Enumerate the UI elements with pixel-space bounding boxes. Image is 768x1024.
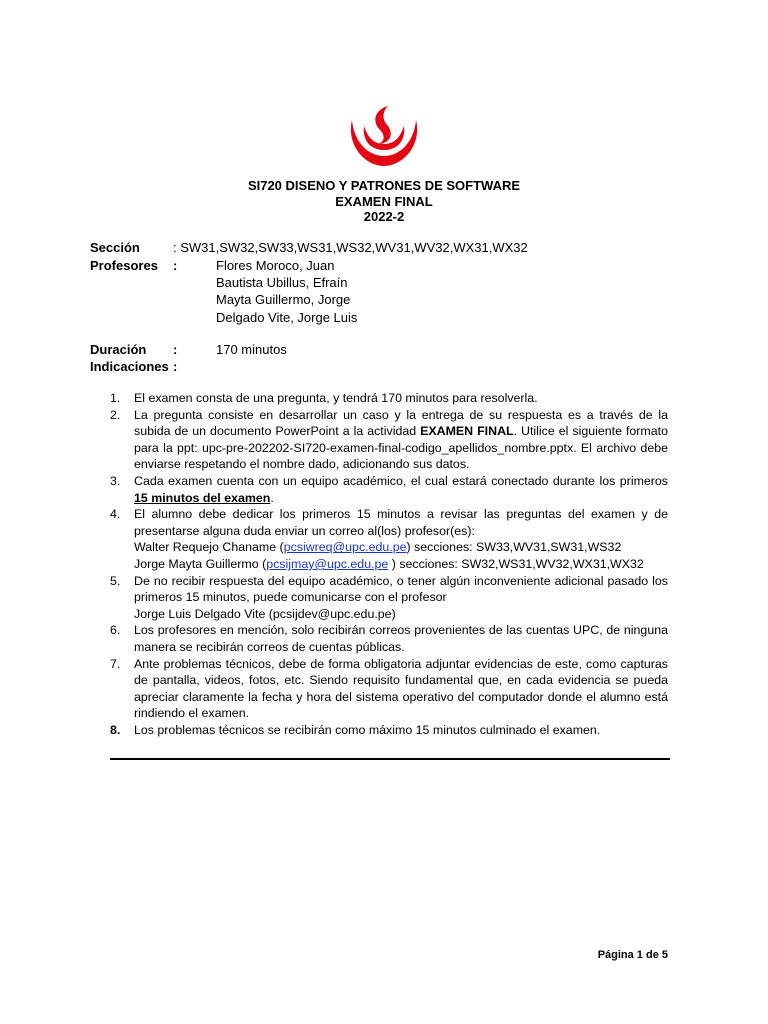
list-item: 6. Los profesores en mención, solo recibirán correos provenientes de las cuentas UPC, de ninguna manera se recibirán correos de cuentas públicas. [110, 623, 668, 654]
exam-header [0, 178, 768, 225]
upc-logo-icon [344, 104, 424, 168]
duration-label: Duración [90, 342, 147, 357]
professor-name: Flores Moroco, Juan [216, 258, 335, 273]
section-label: Sección [90, 240, 140, 255]
emphasis-text: 15 minutos del examen [134, 490, 271, 505]
list-item: 7. Ante problemas técnicos, debe de forma obligatoria adjuntar evidencias de este, como capturas de pantalla, videos, fotos, etc. Siendo requisito fundamental que, en cada evidencia se pueda apreciar claramente la fecha y hora del sistema operativo del computador donde el alumno está rindiendo el examen. [110, 656, 668, 721]
contact-line: Walter Requejo Chaname (pcsiwreq@upc.edu.pe) secciones: SW33,WV31,SW31,WS32 [134, 540, 622, 555]
duration-value: 170 minutos [216, 342, 287, 357]
exam-period: 2022-2 [363, 209, 405, 224]
instructions-list [110, 390, 668, 738]
contact-line: Jorge Mayta Guillermo (pcsijmay@upc.edu.pe ) secciones: SW32,WS31,WV32,WX31,WX32 [134, 556, 644, 571]
duration-colon: : [173, 342, 178, 357]
list-item: 4. El alumno debe dedicar los primeros 15 minutos a revisar las preguntas del examen y de presentarse alguna duda enviar un correo al(los) profesor(es): Walter Requejo Chaname (pcsiwreq@upc.edu.pe) secciones: SW33,WV31,SW31,WS32 Jorge Mayta Guillermo (pcsijmay@upc.edu.pe ) secciones: SW32,WS31,WV32,WX31,WX32 [110, 507, 668, 571]
list-item: 8. Los problemas técnicos se recibirán como máximo 15 minutos culminado el examen. [110, 722, 601, 737]
list-item: 1. El examen consta de una pregunta, y tendrá 170 minutos para resolverla. [110, 391, 538, 405]
email-link[interactable]: pcsiwreq@upc.edu.pe [283, 540, 407, 555]
professors-colon: : [173, 258, 178, 273]
indications-colon: : [173, 359, 178, 374]
section-value: : SW31,SW32,SW33,WS31,WS32,WV31,WV32,WX31,WX32 [173, 240, 528, 255]
page-number: Página 1 de 5 [597, 949, 668, 961]
professor-name: Mayta Guillermo, Jorge [216, 292, 351, 307]
professors-label: Profesores [90, 258, 158, 273]
list-item: 2. La pregunta consiste en desarrollar un caso y la entrega de su respuesta es a través de la subida de un documento PowerPoint a la actividad EXAMEN FINAL. Utilice el siguiente formato para la ppt: upc-pre-202202-SI720-examen-final-codigo_apellidos_nombre.pptx. El archivo debe enviarse respetando el nombre dado, adicionando sus datos. [110, 407, 668, 472]
exam-title: EXAMEN FINAL [335, 193, 433, 209]
list-item: 3. Cada examen cuenta con un equipo académico, el cual estará conectado durante los primeros 15 minutos del examen. [110, 473, 668, 505]
divider [110, 758, 670, 760]
professor-name: Delgado Vite, Jorge Luis [216, 310, 358, 325]
list-item: 5. De no recibir respuesta del equipo académico, o tener algún inconveniente adicional pasado los primeros 15 minutos, puede comunicarse con el profesor Jorge Luis Delgado Vite (pcsijdev@upc.edu.pe) [110, 573, 668, 621]
email-link[interactable]: pcsijmay@upc.edu.pe [266, 556, 389, 571]
indications-label: Indicaciones [90, 359, 169, 374]
professor-name: Bautista Ubillus, Efraín [216, 275, 348, 290]
course-title: SI720 DISENO Y PATRONES DE SOFTWARE [247, 178, 521, 193]
activity-name: EXAMEN FINAL [420, 424, 514, 439]
contact-line: Jorge Luis Delgado Vite (pcsijdev@upc.edu.pe) [134, 606, 396, 621]
